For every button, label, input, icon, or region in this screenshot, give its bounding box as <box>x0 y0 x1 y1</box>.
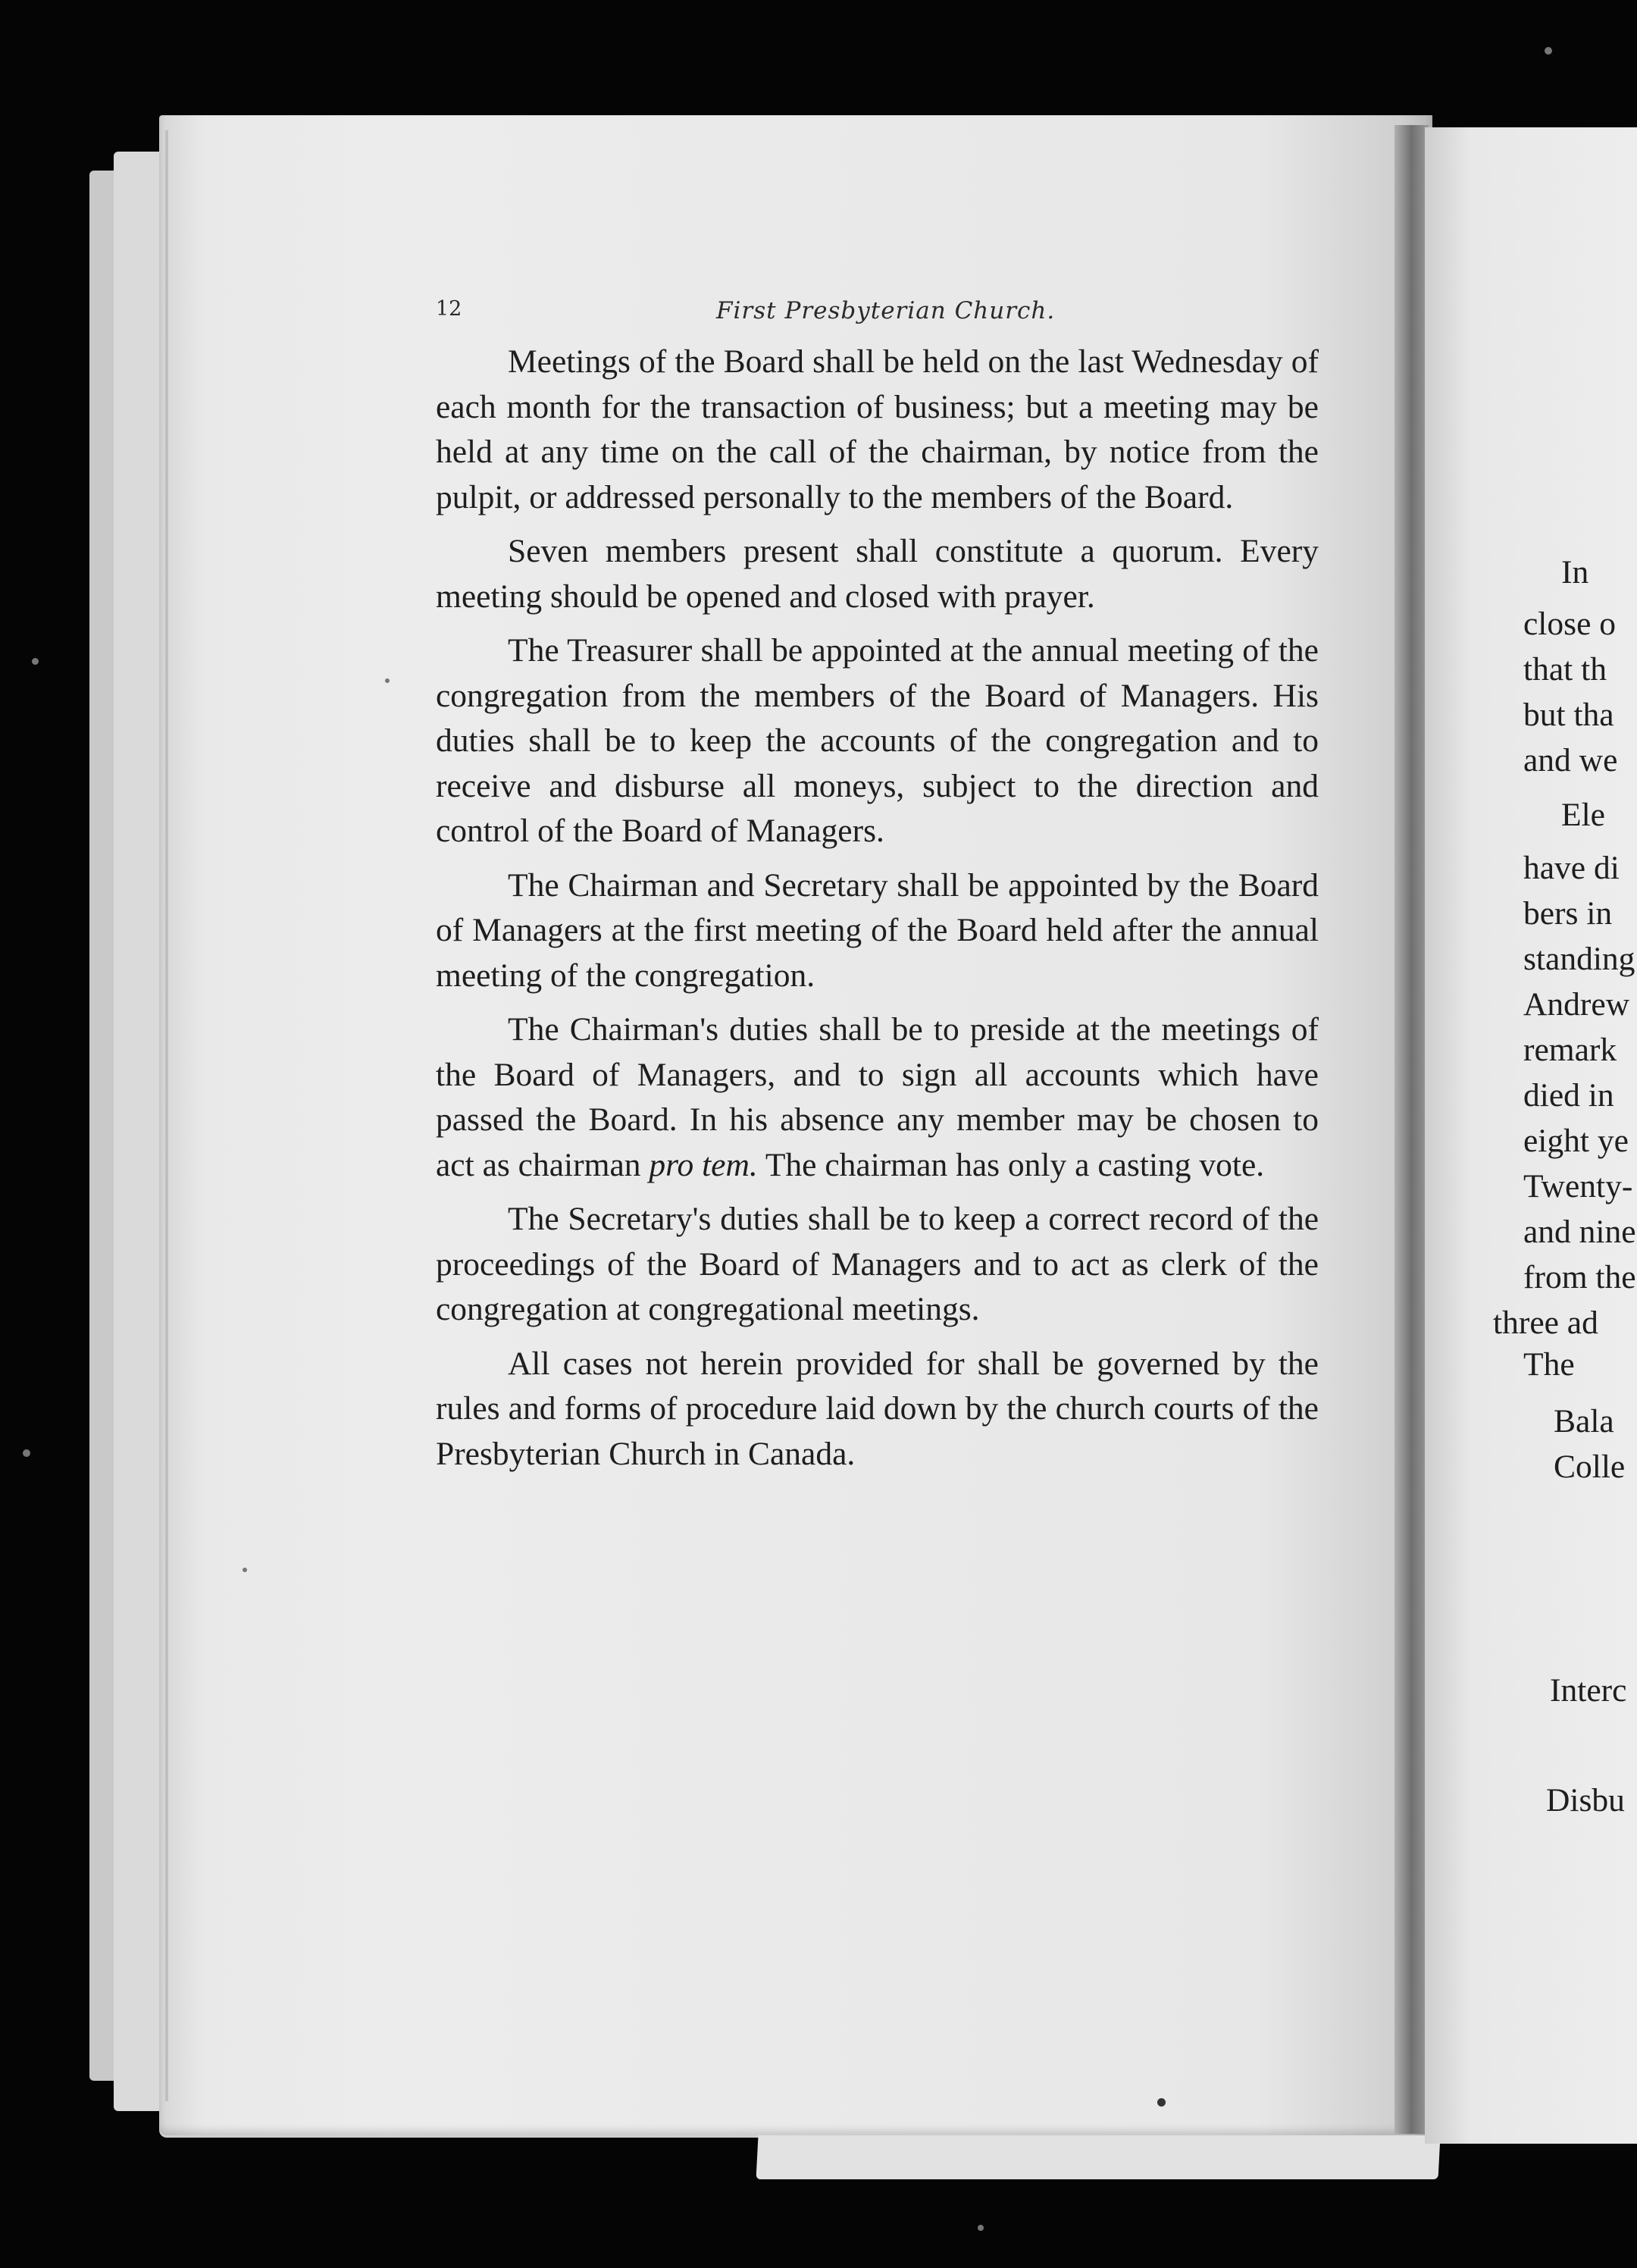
right-line: Andrew <box>1523 986 1630 1023</box>
paragraph-chairman-secretary: The Chairman and Secretary shall be appointed by the Board of Managers at the first meeting of the Board held after the annual meeting of the congregation. <box>436 866 1319 994</box>
right-line: but tha <box>1523 697 1614 733</box>
right-line: In <box>1561 554 1589 590</box>
dust-speck <box>32 658 39 665</box>
paragraph-cases: All cases not herein provided for shall be governed by the rules and forms of procedure laid down by the church courts of the Presbyterian Church in Canada. <box>436 1345 1319 1472</box>
paragraph-secretary-duties: The Secretary's duties shall be to keep a correct record of the proceedings of the Board of Managers and to act as clerk of the congregation at congregational meetings. <box>436 1201 1319 1327</box>
pro-tem-italic: pro tem. <box>649 1146 758 1183</box>
right-line: and we <box>1523 742 1618 778</box>
dust-speck <box>978 2225 984 2231</box>
casting-vote-text: The chairman has only a casting vote. <box>757 1146 1265 1183</box>
paragraph-chairman-duties <box>436 1007 1319 1188</box>
running-title: First Presbyterian Church. <box>716 297 1056 324</box>
right-line: that th <box>1523 651 1607 688</box>
page-number: 12 <box>436 297 462 321</box>
right-line: eight ye <box>1523 1123 1629 1159</box>
right-line: Ele <box>1561 797 1605 833</box>
right-line: The <box>1523 1346 1575 1383</box>
body-text <box>436 340 1319 1486</box>
dust-speck <box>23 1449 30 1457</box>
right-line: three ad <box>1493 1305 1598 1341</box>
dust-speck <box>385 678 390 683</box>
paragraph-treasurer: The Treasurer shall be appointed at the annual meeting of the congregation from the members of the Board of Managers. His duties shall be to keep the accounts of the congregation and to receive and disburse all moneys, subject to the direction and control of the Board of Managers. <box>436 632 1319 849</box>
right-line: Interc <box>1550 1672 1627 1709</box>
dust-speck <box>1545 47 1552 55</box>
right-page-text <box>1485 553 1637 1842</box>
dust-speck <box>243 1568 247 1572</box>
right-line: Bala <box>1554 1403 1614 1439</box>
right-line: Twenty- <box>1523 1168 1633 1204</box>
right-line: close o <box>1523 606 1617 642</box>
right-line: and nine <box>1523 1214 1636 1250</box>
right-line: died in <box>1523 1077 1614 1114</box>
paragraph-quorum: Seven members present shall constitute a quorum. Every meeting should be opened and closed with prayer. <box>436 533 1319 615</box>
dust-speck <box>1157 2098 1166 2107</box>
right-line: Disbu <box>1546 1782 1625 1818</box>
chairman-duties-text: The Chairman's duties shall be to preside at the meetings of the Board of Managers, and to sign all accounts which have passed the Board. In his absence any member may be chosen to act as chairman <box>436 1011 1319 1183</box>
right-line: from the <box>1523 1259 1636 1295</box>
page-edge-line <box>165 130 168 2101</box>
right-line: remark <box>1523 1032 1617 1068</box>
running-head <box>436 297 1322 327</box>
paragraph-meetings: Meetings of the Board shall be held on the last Wednesday of each month for the transaction of business; but a meeting may be held at any time on the call of the chairman, by notice from the pulpit, or addressed personally to the members of the Board. <box>436 343 1319 515</box>
right-line: have di <box>1523 850 1620 886</box>
right-line: Colle <box>1554 1449 1626 1485</box>
book-gutter <box>1394 125 1429 2134</box>
right-line: bers in <box>1523 895 1613 932</box>
right-line: standing <box>1523 941 1635 977</box>
